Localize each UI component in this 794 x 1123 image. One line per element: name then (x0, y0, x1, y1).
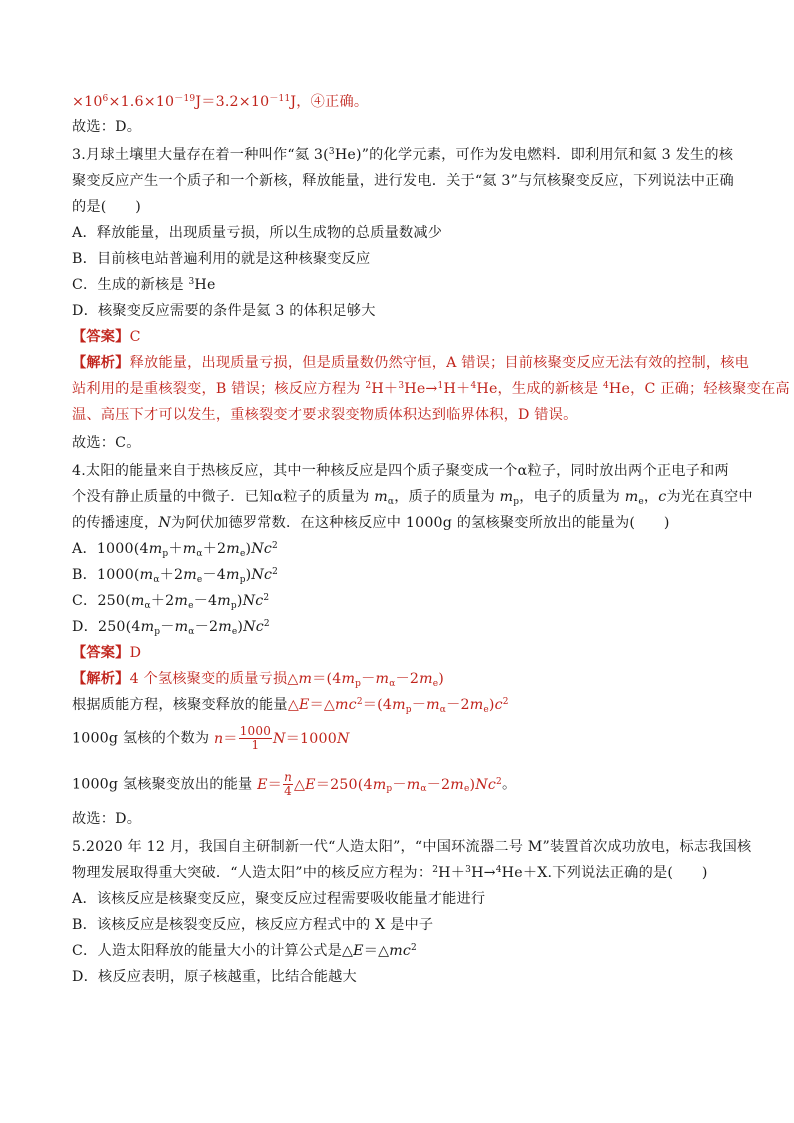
q3-stem-line3: 的是( ) (72, 199, 142, 215)
q3-stem-line2: 聚变反应产生一个质子和一个新核，释放能量，进行发电．关于“氦 3”与氘核聚变反应，下列说法中正确 (72, 173, 734, 189)
q3-analysis-line3: 温、高压下才可以发生，重核裂变才要求裂变物质体积达到临界体积，D 错误。 (72, 407, 578, 423)
q4-analysis-count: 1000g 氢核的个数为 n＝ $\frac{1000}{1}$ N＝1000N (72, 724, 350, 752)
q4-stem-line2: 个没有静止质量的中微子．已知α粒子的质量为 $m_\alpha$，质子的质量为 $m_p$，电子的质量为 $m_e$，c为光在真空中 (72, 489, 753, 507)
q4-option-c: C．$250(m_\alpha+2m_e-4m_p)Nc^2$ (72, 593, 270, 611)
q5-option-a: A．该核反应是核聚变反应，聚变反应过程需要吸收能量才能进行 (72, 891, 486, 907)
prev-analysis-tail: $\times 10^6\times 1.6\times 10^{-19}J=3.2\times 10^{-11}J$，④正确。 (72, 94, 369, 110)
q3-choice: 故选：C。 (72, 435, 141, 451)
q3-stem-line1: 3.月球土壤里大量存在着一种叫作“氦 3($^3$He)”的化学元素，可作为发电燃料．即利用氘和氦 3 发生的核 (72, 147, 734, 163)
q4-choice: 故选：D。 (72, 811, 142, 827)
q3-option-b: B．目前核电站普遍利用的就是这种核聚变反应 (72, 251, 371, 267)
q5-stem-line2: 物理发展取得重大突破．“人造太阳”中的核反应方程为：$^2$H＋$^3$H→$^4$He＋X.下列说法正确的是( ) (72, 865, 708, 881)
q4-option-a: A．$1000(4m_p+m_\alpha+2m_e)Nc^2$ (72, 541, 278, 559)
q5-option-b: B．该核反应是核裂变反应，核反应方程式中的 X 是中子 (72, 917, 434, 933)
count-fraction: $\frac{1000}{1}$ (239, 724, 272, 752)
q4-analysis-line2: 根据质能方程，核聚变释放的能量$\triangle E=\triangle mc^2=(4m_p-m_\alpha-2m_e)c^2$ (72, 697, 509, 715)
q3-option-a: A．释放能量，出现质量亏损，所以生成物的总质量数减少 (72, 225, 443, 241)
q4-stem-line3: 的传播速度，N为阿伏加德罗常数．在这种核反应中 1000g 的氢核聚变所放出的能量为( ) (72, 515, 670, 531)
q4-analysis-energy: 1000g 氢核聚变放出的能量 E＝ $\frac{n}{4}$ $\triangle E=250(4m_p-m_\alpha-2m_e)Nc^2$。 (72, 770, 517, 798)
q3-analysis-line1: 【解析】释放能量，出现质量亏损，但是质量数仍然守恒，A 错误；目前核聚变反应无法有效的控制，核电 (72, 355, 749, 371)
q4-stem-line1: 4.太阳的能量来自于热核反应，其中一种核反应是四个质子聚变成一个α粒子，同时放出两个正电子和两 (72, 463, 729, 479)
q4-option-b: B．$1000(m_\alpha+2m_e-4m_p)Nc^2$ (72, 567, 279, 585)
q3-option-d: D．核聚变反应需要的条件是氦 3 的体积足够大 (72, 303, 376, 319)
energy-fraction: $\frac{n}{4}$ (284, 770, 292, 798)
q5-stem-line1: 5.2020 年 12 月，我国自主研制新一代“人造太阳”，“中国环流器二号 M”装置首次成功放电，标志我国核 (72, 839, 752, 855)
q4-analysis-line1: 【解析】4 个氢核聚变的质量亏损$\triangle m=(4m_p-m_\alpha-2m_e)$ (72, 671, 445, 689)
prev-choice: 故选：D。 (72, 119, 142, 135)
q4-option-d: D．$250(4m_p-m_\alpha-2m_e)Nc^2$ (72, 619, 270, 637)
q3-analysis-line2: 站利用的是重核裂变，B 错误；核反应方程为 $^2$H＋$^3$He→$^1$H＋$^4$He，生成的新核是 $^4$He，C 正确；轻核聚变在高 (72, 381, 790, 397)
q3-answer: 【答案】C (72, 329, 141, 345)
q3-option-c: C．生成的新核是 $^3$He (72, 277, 216, 293)
q5-option-d: D．核反应表明，原子核越重，比结合能越大 (72, 969, 357, 985)
q5-option-c: C．人造太阳释放的能量大小的计算公式是$\triangle E=\triangle mc^2$ (72, 943, 417, 959)
q4-answer: 【答案】D (72, 645, 142, 661)
